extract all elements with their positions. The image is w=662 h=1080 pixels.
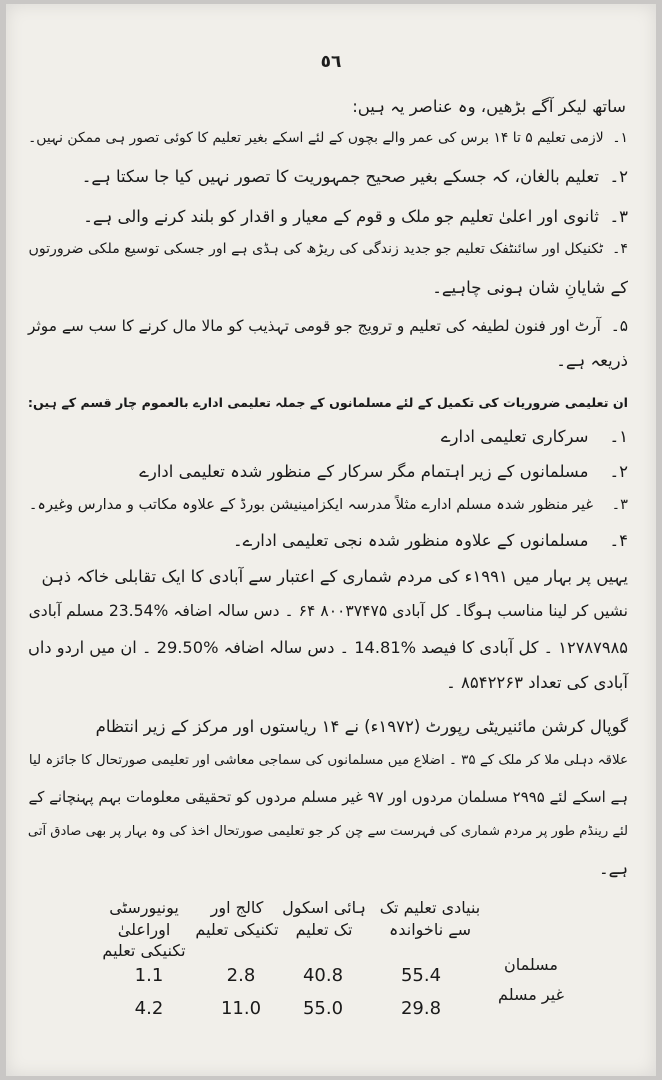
- table-cell: 40.8: [302, 965, 344, 986]
- list-text: ٹکنیکل اور سائنٹفک تعلیم جو جدید زندگی کی ریڑھ کی ہڈی ہے اور جسکی توسیع ملکی ضرورتوں: [28, 241, 604, 257]
- section-heading: ان تعلیمی ضروریات کی تکمیل کے لئے مسلمانوں کے جملہ تعلیمی ادارے بالعموم چار قسم کے ہیں:: [27, 395, 628, 410]
- list-item-1: [28, 130, 628, 147]
- report-line-2: علاقہ دہلی ملا کر ملک کے ۳۵ ۔ اضلاع میں مسلمانوں کی سماجی معاشی اور تعلیمی صورتحال کا جائزہ لیا: [28, 753, 628, 768]
- list-item-2: [82, 167, 628, 187]
- list-text: مسلمانوں کے زیر اہتمام مگر سرکار کے منظور شدہ تعلیمی ادارے: [139, 462, 589, 481]
- report-line-1: گوپال کرشن مائنیریٹی رپورٹ (۱۹۷۲ء) نے ۱۴ ریاستوں اور مرکز کے زیر انتظام: [95, 717, 628, 736]
- book-page: [6, 4, 656, 1076]
- list-number: ۲۔: [609, 462, 628, 481]
- report-line-4: لئے رینڈم طور پر مردم شماری کی فہرست سے چن کر جو تعلیمی صورتحال اخذ کی وہ بہار پر بھی صادق آتی: [27, 824, 628, 839]
- row-label-non-muslim: غیر مسلم: [498, 985, 564, 1004]
- type-item-2: [139, 462, 628, 482]
- table-cell: 4.2: [134, 998, 164, 1019]
- table-header-basic: بنیادی تعلیم تک سے ناخواندہ: [379, 898, 481, 939]
- census-line-3: ۱۲۷۸۷۹۸۵ ۔ کل آبادی کا فیصد %14.81 ۔ دس سالہ اضافہ %29.50 ۔ ان میں اردو داں: [27, 638, 628, 657]
- report-line-5: ہے۔: [598, 859, 628, 878]
- list-text: لازمی تعلیم ۵ تا ۱۴ برس کی عمر والے بچوں کے لئے اسکے بغیر تعلیم کا کوئی تصور ہی ممکن نہیں۔: [28, 130, 604, 146]
- table-cell: 29.8: [400, 998, 442, 1019]
- report-line-3: ہے اسکے لئے ۲۹۹۵ مسلمان مردوں اور ۹۷ غیر مسلم مردوں کو تحقیقی معلومات بہم پہنچانے کے: [28, 788, 628, 806]
- list-item-5: [28, 317, 628, 335]
- type-item-3: [29, 496, 628, 514]
- census-line-4: آبادی کی تعداد ۸۵۴۲۲۶۳ ۔: [446, 673, 628, 692]
- table-header-highschool: ہائی اسکول تک تعلیم: [282, 898, 366, 939]
- list-text: ثانوی اور اعلیٰ تعلیم جو ملک و قوم کے معیار و اقدار کو بلند کرنے والی ہے۔: [83, 207, 599, 226]
- list-item-4-continued: کے شایانِ شان ہونی چاہیے۔: [432, 278, 628, 297]
- type-item-4: [233, 531, 628, 551]
- list-item-3: [83, 207, 628, 227]
- table-cell: 1.1: [134, 965, 164, 986]
- list-text: آرٹ اور فنون لطیفہ کی تعلیم و ترویج جو قومی تہذیب کو مالا مال کرنے کا سب سے موثر: [28, 317, 601, 335]
- list-text: مسلمانوں کے علاوہ منظور شدہ نجی تعلیمی ادارے۔: [232, 531, 589, 550]
- list-text: تعلیم بالغان، کہ جسکے بغیر صحیح جمہوریت کا تصور نہیں کیا جا سکتا ہے۔: [81, 167, 599, 186]
- row-label-muslim: مسلمان: [503, 955, 558, 974]
- page-number: ٥٦: [320, 52, 342, 72]
- table-cell: 2.8: [226, 965, 256, 986]
- table-cell: 55.4: [400, 965, 442, 986]
- list-number: ۳۔: [611, 496, 628, 513]
- list-number: ۱۔: [612, 130, 628, 146]
- table-cell: 11.0: [220, 998, 262, 1019]
- list-item-5-continued: ذریعہ ہے۔: [556, 351, 628, 370]
- list-number: ۱۔: [609, 427, 628, 446]
- list-number: ۳۔: [609, 207, 628, 226]
- list-number: ۵۔: [610, 317, 628, 335]
- table-header-university: یونیورسٹی اوراعلیٰ تکنیکی تعلیم: [102, 898, 186, 961]
- list-item-4: [28, 241, 628, 258]
- list-number: ۴۔: [612, 241, 628, 257]
- list-number: ۴۔: [609, 531, 628, 550]
- list-number: ۲۔: [609, 167, 628, 186]
- census-line-2: نشیں کر لینا مناسب ہوگا۔ کل آبادی ۸۰۰۳۷۴۷۵ ۶۴ ۔ دس سالہ اضافہ %23.54 مسلم آبادی: [28, 602, 628, 620]
- list-text: سرکاری تعلیمی ادارے: [440, 427, 589, 446]
- table-cell: 55.0: [302, 998, 344, 1019]
- census-line-1: یہیں پر بہار میں ۱۹۹۱ء کی مردم شماری کے اعتبار سے آبادی کا ایک تقابلی خاکہ ذہن: [41, 567, 628, 586]
- type-item-1: [441, 427, 628, 447]
- table-header-college: کالج اور تکنیکی تعلیم: [195, 898, 279, 939]
- list-text: غیر منظور شدہ مسلم ادارے مثلاً مدرسہ ایکزامینیشن بورڈ کے علاوہ مکاتب و مدارس وغیرہ۔: [28, 496, 593, 513]
- intro-line: ساتھ لیکر آگے بڑھیں، وہ عناصر یہ ہیں:: [352, 97, 626, 116]
